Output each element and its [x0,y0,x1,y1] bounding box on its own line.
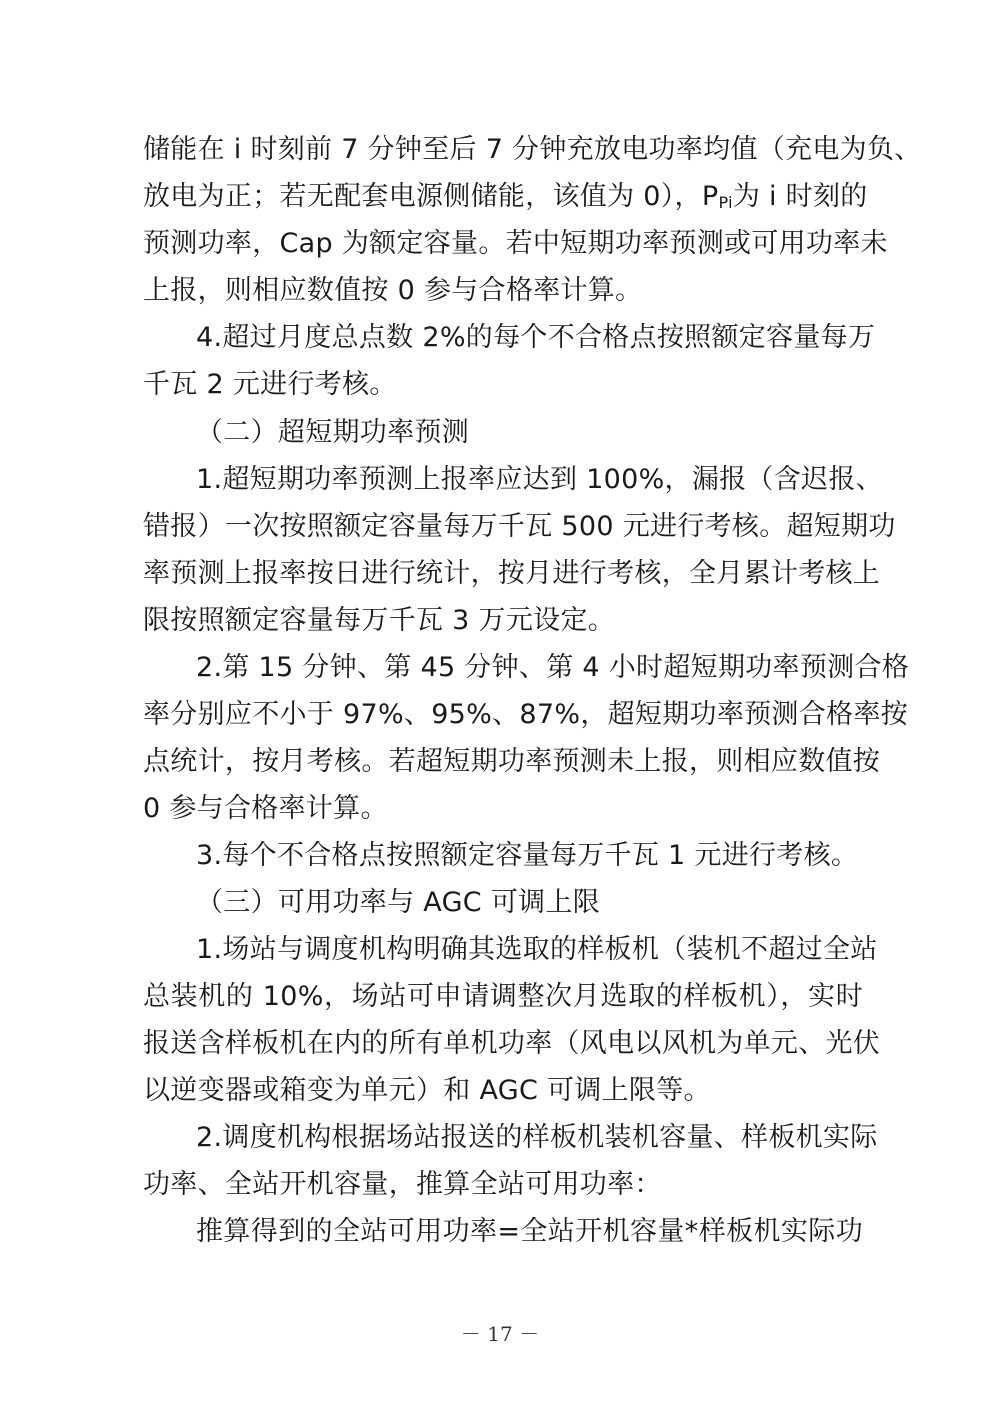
text-segment: 为 i 时刻的 [732,181,868,212]
text-line: 千瓦 2 元进行考核。 [143,369,397,400]
text-line: 错报）一次按照额定容量每万千瓦 500 元进行考核。超短期功 [143,511,896,542]
text-line: 点统计，按月考核。若超短期功率预测未上报，则相应数值按 [143,746,881,777]
section-heading: （三）可用功率与 AGC 可调上限 [196,887,601,918]
text-line: 1.超短期功率预测上报率应达到 100%，漏报（含迟报、 [196,464,883,495]
text-line: 3.每个不合格点按照额定容量每万千瓦 1 元进行考核。 [196,840,859,871]
text-line: 总装机的 10%，场站可申请调整次月选取的样板机），实时 [143,981,863,1012]
text-line [143,177,868,217]
text-line: 预测功率，Cap 为额定容量。若中短期功率预测或可用功率未 [143,228,888,259]
text-line: 功率、全站开机容量，推算全站可用功率： [143,1169,662,1200]
text-line: 以逆变器或箱变为单元）和 AGC 可调上限等。 [143,1075,711,1106]
text-line: 报送含样板机在内的所有单机功率（风电以风机为单元、光伏 [143,1028,881,1059]
text-line: 0 参与合格率计算。 [143,793,388,824]
text-line: 率预测上报率按日进行统计，按月进行考核，全月累计考核上 [143,558,881,589]
text-line: 率分别应不小于 97%、95%、87%，超短期功率预测合格率按 [143,699,908,730]
text-line: 1.场站与调度机构明确其选取的样板机（装机不超过全站 [196,934,878,965]
text-line: 限按照额定容量每万千瓦 3 万元设定。 [143,605,616,636]
section-heading: （二）超短期功率预测 [196,417,469,448]
text-line: 2.调度机构根据场站报送的样板机装机容量、样板机实际 [196,1122,878,1153]
text-line: 推算得到的全站可用功率=全站开机容量*样板机实际功 [196,1216,863,1247]
page-number: － 17 － [460,1322,540,1346]
formula-symbol-ppi: PPi [701,181,733,212]
text-segment: 放电为正；若无配套电源侧储能，该值为 0）， [143,181,702,212]
text-line: 储能在 i 时刻前 7 分钟至后 7 分钟充放电功率均值（充电为负、 [143,134,922,165]
text-line: 2.第 15 分钟、第 45 分钟、第 4 小时超短期功率预测合格 [196,652,910,683]
text-line: 上报，则相应数值按 0 参与合格率计算。 [143,275,643,306]
text-line: 4.超过月度总点数 2%的每个不合格点按照额定容量每万 [196,322,876,353]
